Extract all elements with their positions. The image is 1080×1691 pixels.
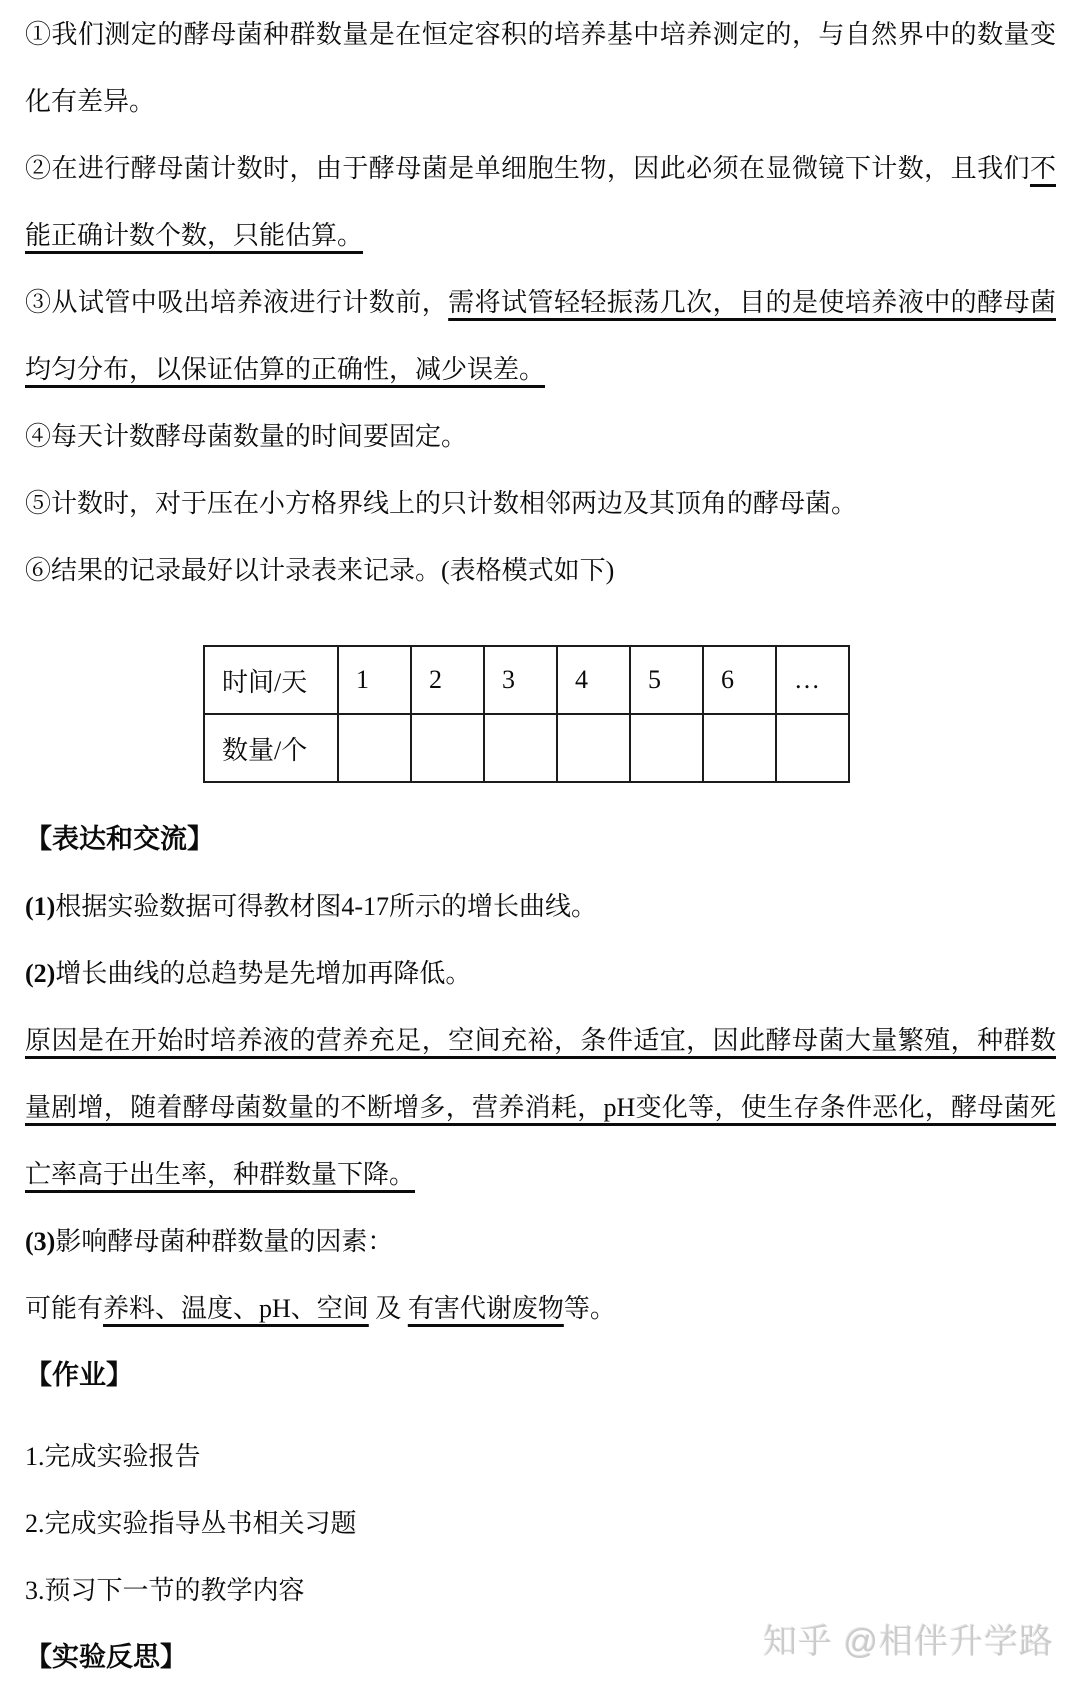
homework-item-2: [25, 1490, 1056, 1557]
answer-1: [25, 873, 1056, 940]
answer-2: [25, 940, 1056, 1007]
answer-3-factors: [25, 1275, 1056, 1342]
table-row-count: [204, 714, 849, 782]
cell-count-4: [557, 714, 630, 782]
note-2-underlined-text: 不能正确计数个数，只能估算。: [25, 154, 1056, 250]
factors-underlined-2: 有害代谢废物: [407, 1294, 564, 1323]
cell-count-5: [630, 714, 703, 782]
section-heading-homework: 【作业】: [25, 1360, 133, 1390]
note-5: [25, 470, 1056, 537]
cell-count-2: [411, 714, 484, 782]
answer-1-text: 根据实验数据可得教材图4-17所示的增长曲线。: [55, 892, 597, 921]
note-3: [25, 269, 1056, 403]
cell-day-6: 6: [703, 646, 776, 714]
note-4: [25, 403, 1056, 470]
row-header-time: 时间/天: [204, 646, 338, 714]
cell-day-1: 1: [338, 646, 411, 714]
section-heading-reflection: 【实验反思】: [25, 1642, 187, 1672]
factors-suffix: 等。: [563, 1294, 616, 1323]
note-4-text: ④每天计数酵母菌数量的时间要固定。: [25, 422, 468, 451]
note-1: [25, 1, 1056, 135]
cell-day-3: 3: [484, 646, 557, 714]
factors-connector: 及: [368, 1294, 408, 1323]
zhihu-watermark: 知乎 @相伴升学路: [763, 1623, 1054, 1661]
answer-3: [25, 1208, 1056, 1275]
homework-item-1-text: 1.完成实验报告: [25, 1442, 201, 1471]
cell-count-6: [703, 714, 776, 782]
table-row-time: [204, 646, 849, 714]
note-3-text: ③从试管中吸出培养液进行计数前，: [25, 288, 449, 317]
homework-item-3-text: 3.预习下一节的教学内容: [25, 1576, 305, 1605]
cell-count-more: [776, 714, 849, 782]
homework-item-2-text: 2.完成实验指导丛书相关习题: [25, 1509, 357, 1538]
answer-3-text: 影响酵母菌种群数量的因素：: [55, 1227, 394, 1256]
cell-day-more: …: [776, 646, 849, 714]
answer-2-reason-underlined-text: 原因是在开始时培养液的营养充足，空间充裕，条件适宜，因此酵母菌大量繁殖，种群数量剧增，随着酵母菌数量的不断增多，营养消耗，pH变化等，使生存条件恶化，酵母菌死亡率高于出生率，种群数量下降。: [25, 1026, 1056, 1189]
cell-day-4: 4: [557, 646, 630, 714]
note-6-text: ⑥结果的记录最好以计录表来记录。(表格模式如下): [25, 556, 615, 585]
record-table: [203, 645, 850, 783]
row-header-count: 数量/个: [204, 714, 338, 782]
cell-count-1: [338, 714, 411, 782]
answer-2-number: (2): [25, 959, 56, 988]
note-2-text: ②在进行酵母菌计数时，由于酵母菌是单细胞生物，因此必须在显微镜下计数，且我们: [25, 154, 1030, 183]
answer-2-reason: [25, 1007, 1056, 1208]
note-3-underlined-text: 需将试管轻轻振荡几次，目的是使培养液中的酵母菌均匀分布，以保证估算的正确性，减少误差。: [25, 288, 1056, 384]
cell-day-5: 5: [630, 646, 703, 714]
answer-2-text: 增长曲线的总趋势是先增加再降低。: [55, 959, 472, 988]
factors-prefix: 可能有: [25, 1294, 104, 1323]
cell-day-2: 2: [411, 646, 484, 714]
note-2: [25, 135, 1056, 269]
factors-underlined-1: 养料、温度、pH、空间: [103, 1294, 369, 1323]
homework-item-1: [25, 1423, 1056, 1490]
note-1-text: ①我们测定的酵母菌种群数量是在恒定容积的培养基中培养测定的，与自然界中的数量变化有差异。: [25, 20, 1056, 116]
answer-1-number: (1): [25, 892, 56, 921]
cell-count-3: [484, 714, 557, 782]
note-6: [25, 537, 1056, 604]
section-heading-communicate: 【表达和交流】: [25, 824, 214, 854]
answer-3-number: (3): [25, 1227, 56, 1256]
note-5-text: ⑤计数时，对于压在小方格界线上的只计数相邻两边及其顶角的酵母菌。: [25, 489, 858, 518]
